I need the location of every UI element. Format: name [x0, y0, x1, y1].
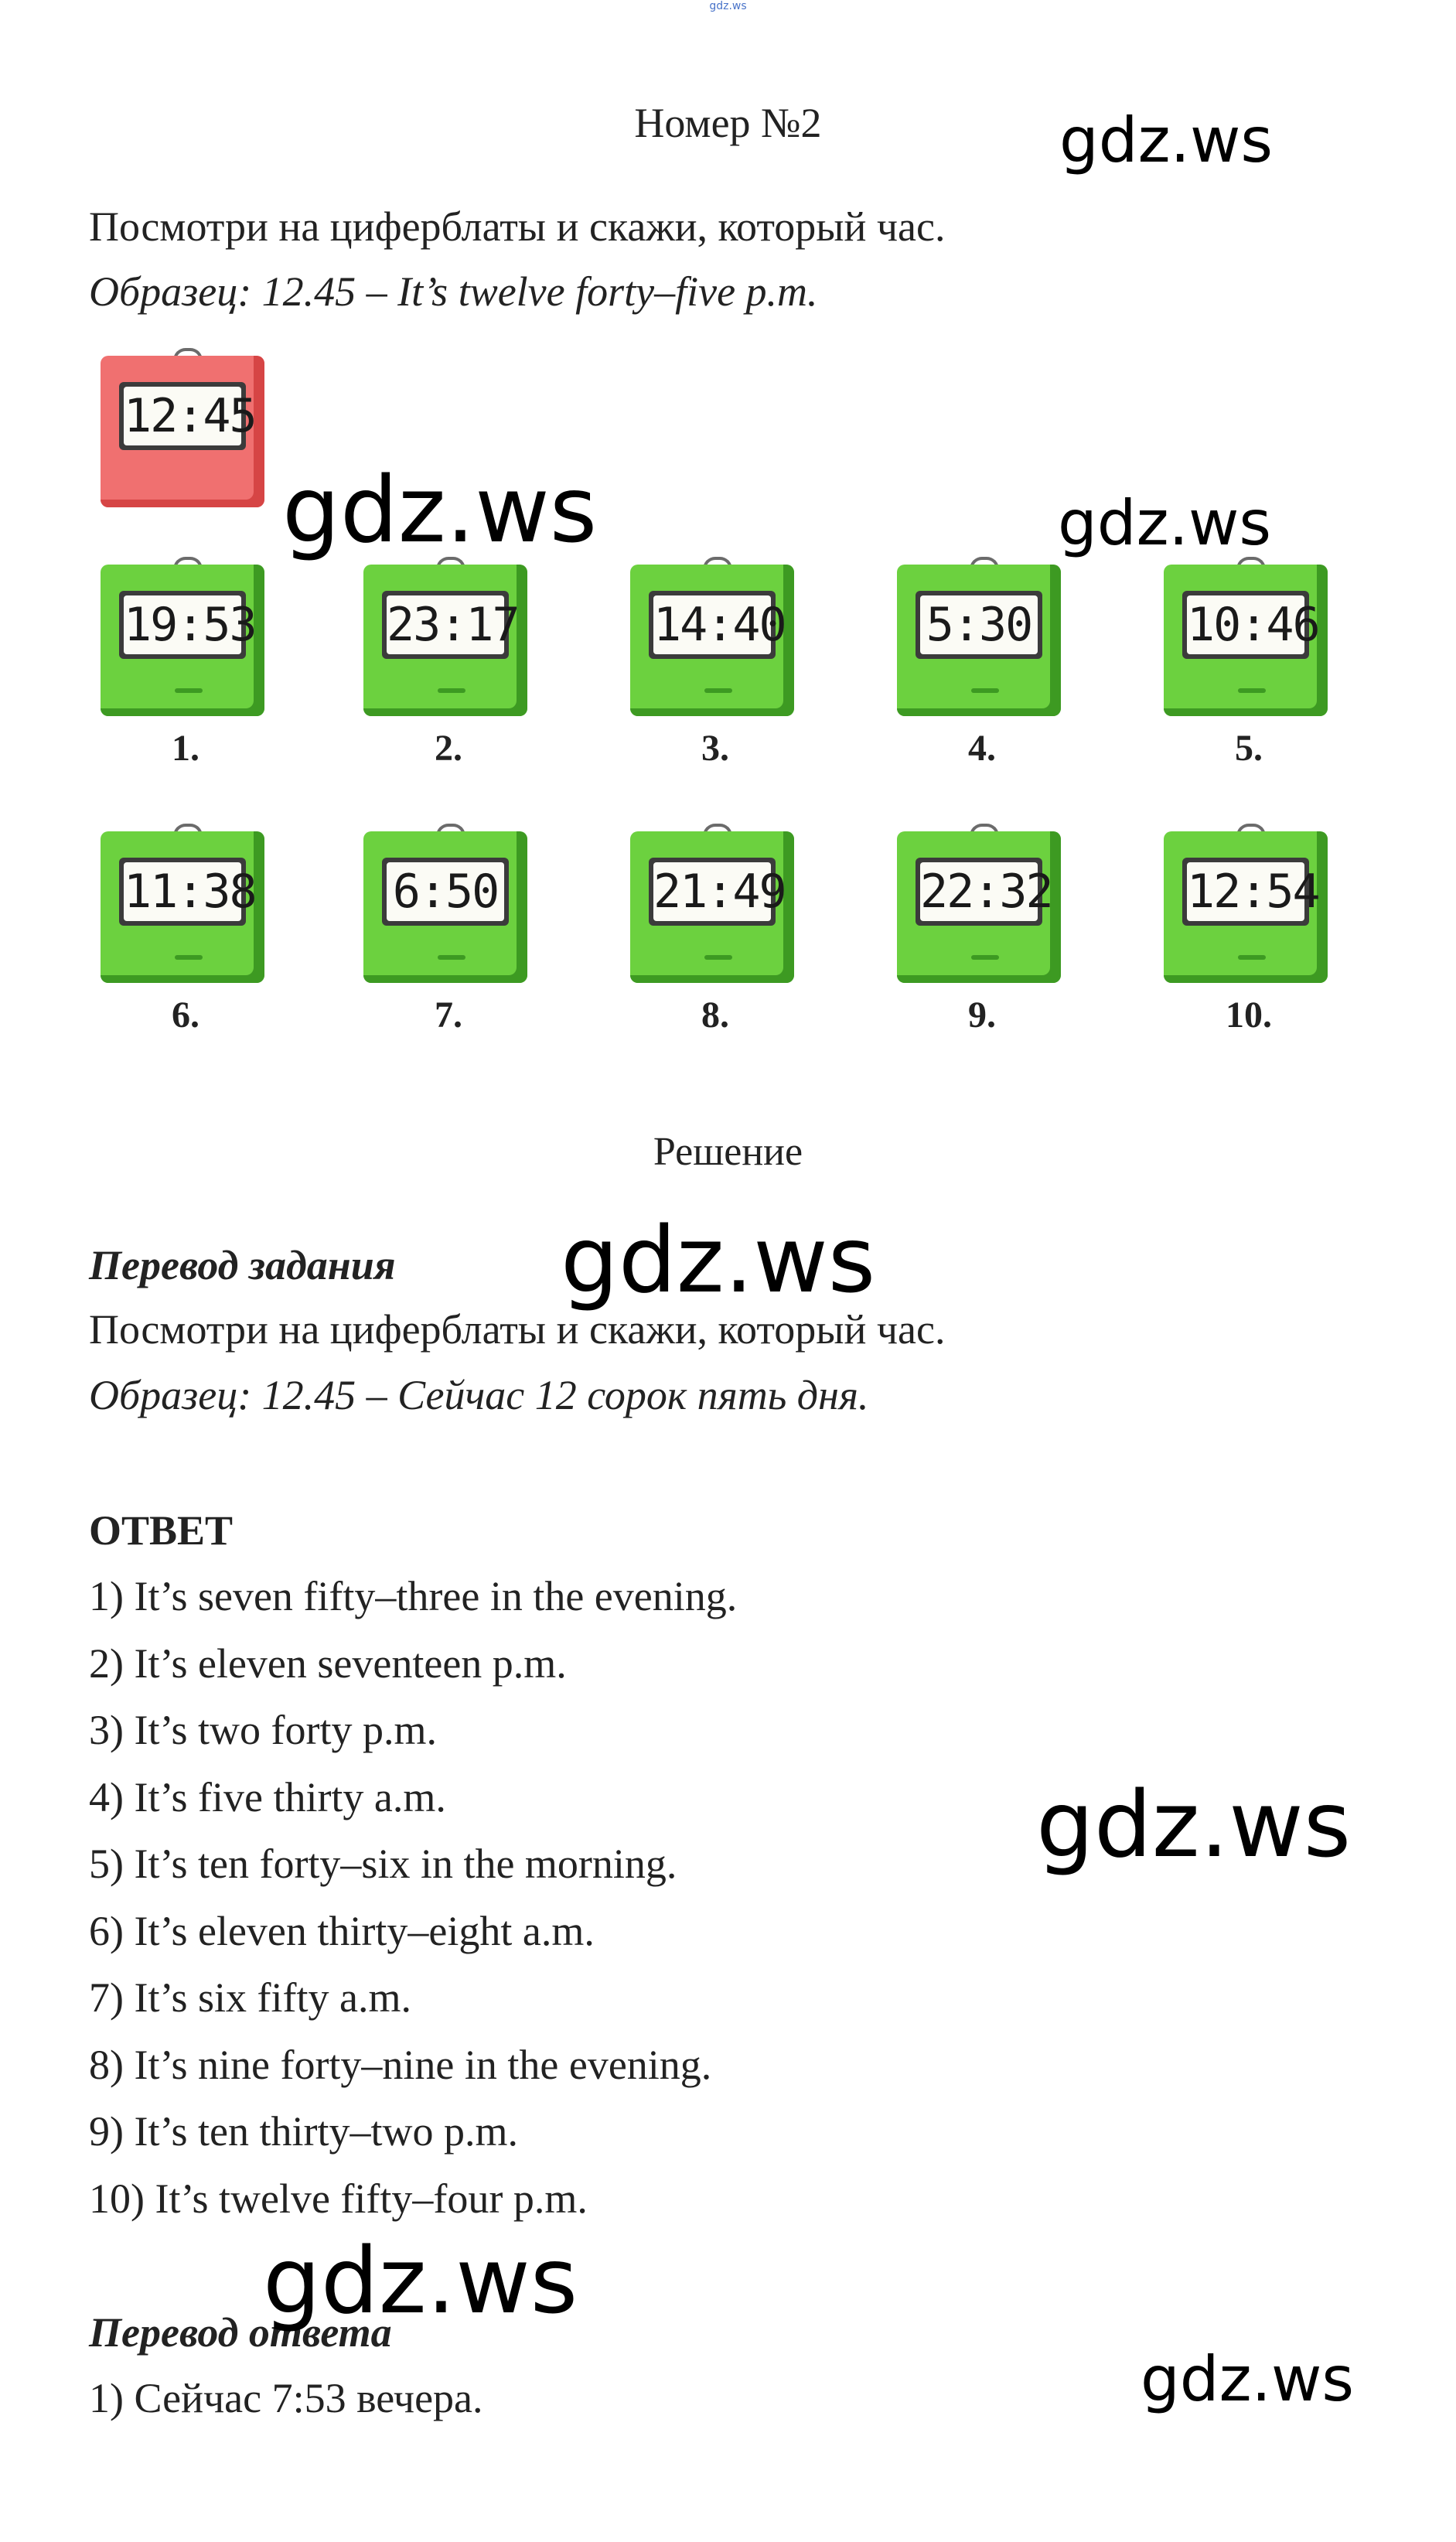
clock-1	[101, 557, 271, 719]
answer-line: 9) It’s ten thirty–two p.m.	[89, 2108, 518, 2155]
clock-6	[101, 824, 271, 986]
clock-label: 10.	[1226, 995, 1272, 1036]
clock-7	[363, 824, 534, 986]
solution-heading: Решение	[653, 1130, 803, 1174]
clock-10	[1164, 824, 1334, 986]
clock-display: 6:50	[387, 862, 504, 921]
watermark: gdz.ws	[282, 456, 598, 563]
clock-5	[1164, 557, 1334, 719]
clock-label: 7.	[435, 995, 462, 1036]
answer-line: 10) It’s twelve fifty–four p.m.	[89, 2175, 588, 2222]
translation-instruction: Посмотри на циферблаты и скажи, который час.	[89, 1306, 946, 1353]
clock-label: 6.	[172, 995, 199, 1036]
answer-line: 2) It’s eleven seventeen p.m.	[89, 1640, 567, 1687]
clock-3	[630, 557, 800, 719]
clock-display: 21:49	[653, 862, 771, 921]
watermark: gdz.ws	[1141, 2343, 1355, 2415]
answer-translation-heading: Перевод ответа	[89, 2309, 392, 2356]
clock-label: 2.	[435, 728, 462, 769]
clock-display: 22:32	[920, 862, 1038, 921]
answer-heading: ОТВЕТ	[89, 1507, 234, 1554]
clock-8	[630, 824, 800, 986]
watermark: gdz.ws	[263, 2227, 578, 2334]
clock-label: 1.	[172, 728, 199, 769]
answer-translation-line: 1) Сейчас 7:53 вечера.	[89, 2375, 483, 2421]
clock-label: 3.	[701, 728, 729, 769]
clock-label: 9.	[968, 995, 996, 1036]
sample-clock	[101, 348, 271, 510]
task-sample: Образец: 12.45 – It’s twelve forty–five p.m.	[89, 268, 818, 315]
task-instruction: Посмотри на циферблаты и скажи, который час.	[89, 203, 946, 250]
answer-line: 3) It’s two forty p.m.	[89, 1707, 437, 1753]
page-title: Номер №2	[634, 100, 822, 146]
answer-line: 7) It’s six fifty a.m.	[89, 1974, 411, 2021]
clock-display: 11:38	[124, 862, 241, 921]
watermark: gdz.ws	[1058, 487, 1272, 559]
clock-2	[363, 557, 534, 719]
translation-heading: Перевод задания	[89, 1242, 396, 1288]
clock-display: 5:30	[920, 595, 1038, 654]
clock-display: 12:45	[124, 387, 241, 445]
clock-label: 5.	[1235, 728, 1263, 769]
answer-line: 4) It’s five thirty a.m.	[89, 1774, 446, 1820]
answer-line: 6) It’s eleven thirty–eight a.m.	[89, 1908, 595, 1954]
answer-line: 1) It’s seven fifty–three in the evening.	[89, 1573, 738, 1619]
watermark: gdz.ws	[1036, 1771, 1352, 1878]
translation-sample: Образец: 12.45 – Сейчас 12 сорок пять дня.	[89, 1372, 869, 1418]
clock-display: 14:40	[653, 595, 771, 654]
clock-label: 4.	[968, 728, 996, 769]
clock-display: 12:54	[1187, 862, 1304, 921]
clock-4	[897, 557, 1067, 719]
answer-line: 5) It’s ten forty–six in the morning.	[89, 1841, 677, 1887]
clock-display: 19:53	[124, 595, 241, 654]
watermark: gdz.ws	[1059, 104, 1274, 176]
clock-label: 8.	[701, 995, 729, 1036]
clock-display: 10:46	[1187, 595, 1304, 654]
site-mark: gdz.ws	[709, 0, 747, 12]
answer-line: 8) It’s nine forty–nine in the evening.	[89, 2042, 712, 2088]
clock-9	[897, 824, 1067, 986]
clock-display: 23:17	[387, 595, 504, 654]
watermark: gdz.ws	[561, 1206, 876, 1313]
